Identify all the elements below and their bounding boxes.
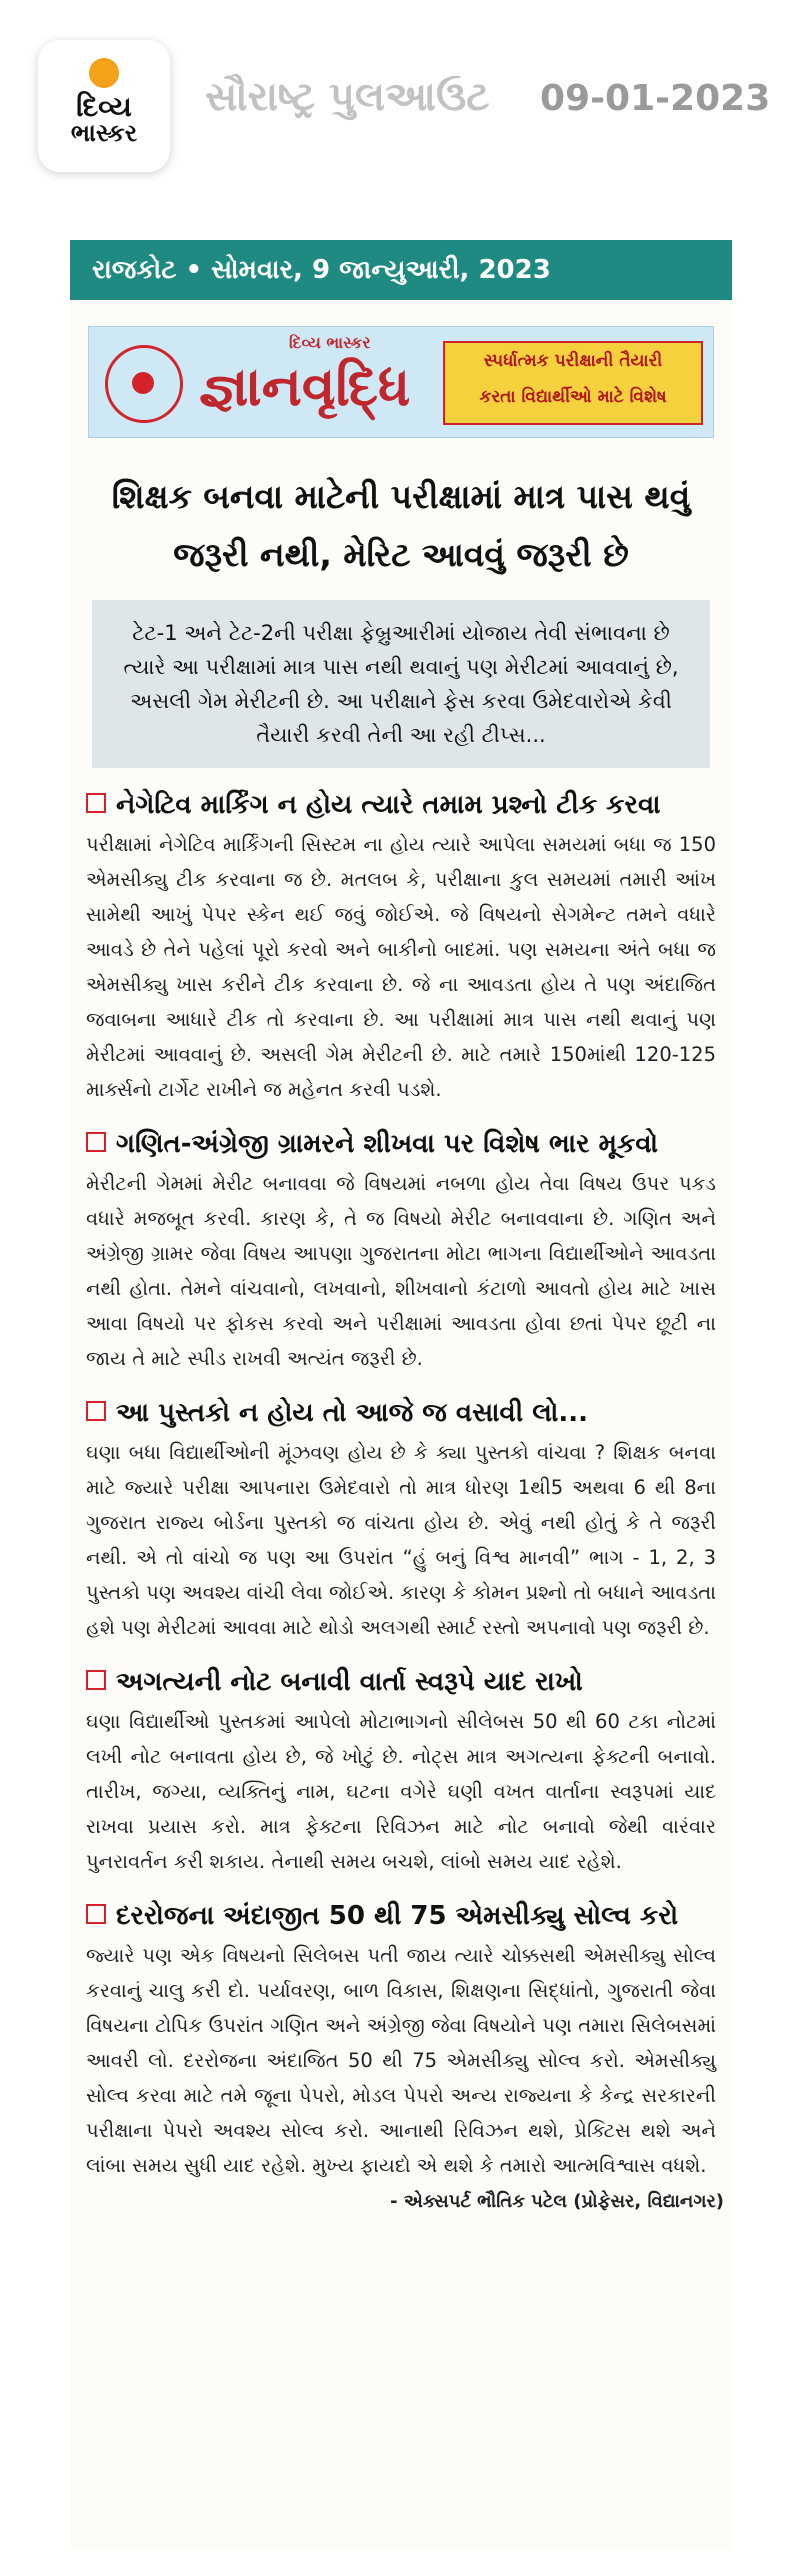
top-bar	[0, 0, 800, 190]
section-heading-text: આ પુસ્તકો ન હોય તો આજે જ વસાવી લો...	[116, 1398, 589, 1428]
article-intro: ટેટ-1 અને ટેટ-2ની પરીક્ષા ફેબ્રુઆરીમાં યોજાય તેવી સંભાવના છે ત્યારે આ પરીક્ષામાં માત્ર પાસ નથી થવાનું પણ મેરીટમાં આવવાનું છે, અસલી ગેમ મેરીટની છે. આ પરીક્ષાને ફેસ કરવા ઉમેદવારોએ કેવી તૈયારી કરવી તેની આ રહી ટીપ્સ...	[92, 600, 710, 768]
checkbox-square-icon	[86, 1904, 106, 1924]
article-section	[86, 1129, 716, 1376]
section-body: પરીક્ષામાં નેગેટિવ માર્કિંગની સિસ્ટમ ના હોય ત્યારે આપેલા સમયમાં બધા જ 150 એમસીક્યુ ટીક કરવાના જ છે. મતલબ કે, પરીક્ષાના કુલ સમયમાં તમારી આંખ સામેથી આખું પેપર સ્કેન થઈ જવું જોઈએ. જે વિષયનો સેગમેન્ટ તમને વધારે આવડે છે તેને પહેલાં પૂરો કરવો અને બાકીનો બાદમાં. પણ સમયના અંતે બધા જ એમસીક્યુ ખાસ કરીને ટીક કરવાના છે. જે ના આવડતા હોય તે પણ અંદાજિત જવાબના આધારે ટીક તો કરવાના છે. આ પરીક્ષામાં માત્ર પાસ નથી થવાનું પણ મેરીટમાં આવવાનું છે. અસલી ગેમ મેરીટની છે. માટે તમારે 150માંથી 120-125 માર્ક્સનો ટાર્ગેટ રાખીને જ મહેનત કરવી પડશે.	[86, 833, 716, 1101]
section-heading	[86, 1667, 716, 1698]
section-heading	[86, 790, 716, 821]
sun-icon	[89, 58, 119, 88]
author-byline: - એક્સપર્ટ ભૌતિક પટેલ (પ્રોફેસર, વિદ્યાનગર)	[390, 2191, 724, 2212]
section-heading-text: નેગેટિવ માર્કિંગ ન હોય ત્યારે તમામ પ્રશ્નો ટીક કરવા	[116, 790, 661, 820]
article-section	[86, 1901, 716, 2183]
banner-tag-line2: કરતા વિદ્યાર્થીઓ માટે વિશેષ	[479, 387, 667, 407]
banner-tag-line1: સ્પર્ધાત્મક પરીક્ષાની તૈયારી	[483, 351, 663, 371]
head-gear-icon	[105, 345, 183, 423]
column-banner	[88, 326, 714, 438]
article-headline: શિક્ષક બનવા માટેની પરીક્ષામાં માત્ર પાસ થવું જરૂરી નથી, મેરિટ આવવું જરૂરી છે	[111, 477, 691, 574]
section-body: ઘણા વિદ્યાર્થીઓ પુસ્તકમાં આપેલો મોટાભાગનો સીલેબસ 50 થી 60 ટકા નોટમાં લખી નોટ બનાવતા હોય છે, જે ખોટું છે. નોટ્સ માત્ર અગત્યના ફેક્ટની બનાવો. તારીખ, જગ્યા, વ્યક્તિનું નામ, ઘટના વગેરે ઘણી વખત વાર્તાના સ્વરૂપમાં યાદ રાખવા પ્રયાસ કરો. માત્ર ફેક્ટના રિવિઝન માટે નોટ બનાવો જેથી વારંવાર પુનરાવર્તન કરી શકાય. તેનાથી સમય બચશે, લાંબો સમય યાદ રહેશે.	[86, 1710, 716, 1873]
pullout-title: સૌરાષ્ટ્ર પુલઆઉટ	[205, 74, 490, 120]
section-heading	[86, 1129, 716, 1160]
banner-title: જ્ઞાનવૃદ્ધિ	[199, 355, 411, 418]
checkbox-square-icon	[86, 1670, 106, 1690]
dateline: રાજકોટ • સોમવાર, 9 જાન્યુઆરી, 2023	[70, 240, 732, 300]
article-section	[86, 1667, 716, 1879]
edition-date: 09-01-2023	[540, 78, 771, 119]
checkbox-square-icon	[86, 793, 106, 813]
section-body: મેરીટની ગેમમાં મેરીટ બનાવવા જે વિષયમાં નબળા હોય તેવા વિષય ઉપર પકડ વધારે મજબૂત કરવી. કારણ કે, તે જ વિષયો મેરીટ બનાવવાના છે. ગણિત અને અંગ્રેજી ગ્રામર જેવા વિષય આપણા ગુજરાતના મોટા ભાગના વિદ્યાર્થીઓને આવડતા નથી હોતા. તેમને વાંચવાનો, લખવાનો, શીખવાનો કંટાળો આવતો હોય માટે ખાસ આવા વિષયો પર ફોકસ કરવો અને પરીક્ષામાં આવડતા હોવા છતાં પેપર છૂટી ના જાય તે માટે સ્પીડ રાખવી અત્યંત જરૂરી છે.	[86, 1172, 716, 1370]
section-heading-text: દરરોજના અંદાજીત 50 થી 75 એમસીક્યુ સોલ્વ કરો	[116, 1901, 679, 1931]
section-heading-text: ગણિત-અંગ્રેજી ગ્રામરને શીખવા પર વિશેષ ભાર મૂકવો	[116, 1129, 659, 1159]
section-body: જ્યારે પણ એક વિષયનો સિલેબસ પતી જાય ત્યારે ચોક્કસથી એમસીક્યુ સોલ્વ કરવાનું ચાલુ કરી દો. પર્યાવરણ, બાળ વિકાસ, શિક્ષણના સિદ્ધાંતો, ગુજરાતી જેવા વિષયના ટોપિક ઉપરાંત ગણિત અને અંગ્રેજી જેવા વિષયોને પણ તમારા સિલેબસમાં આવરી લો. દરરોજના અંદાજિત 50 થી 75 એમસીક્યુ સોલ્વ કરો. એમસીક્યુ સોલ્વ કરવા માટે તમે જૂના પેપરો, મોડલ પેપરો અન્ય રાજ્યના કે કેન્દ્ર સરકારની પરીક્ષાના પેપરો અવશ્ય સોલ્વ કરો. આનાથી રિવિઝન થશે, પ્રેક્ટિસ થશે અને લાંબા સમય સુધી યાદ રહેશે. મુખ્ય ફાયદો એ થશે કે તમારો આત્મવિશ્વાસ વધશે.	[86, 1944, 716, 2177]
section-heading	[86, 1901, 716, 1932]
section-heading	[86, 1398, 716, 1429]
logo-text-line1: દિવ્ય	[76, 90, 132, 123]
divya-bhaskar-logo[interactable]	[38, 40, 170, 172]
checkbox-square-icon	[86, 1132, 106, 1152]
banner-tag	[443, 341, 703, 425]
logo-text-line2: ભાસ્કર	[70, 119, 138, 148]
banner-publisher: દિવ્ય ભાસ્કર	[289, 333, 371, 352]
section-heading-text: અગત્યની નોટ બનાવી વાર્તા સ્વરૂપે યાદ રાખો	[116, 1667, 583, 1697]
section-body: ઘણા બધા વિદ્યાર્થીઓની મૂંઝવણ હોય છે કે ક્યા પુસ્તકો વાંચવા ? શિક્ષક બનવા માટે જ્યારે પરીક્ષા આપનારા ઉમેદવારો તો માત્ર ધોરણ 1થી5 અથવા 6 થી 8ના ગુજરાત રાજ્ય બોર્ડના પુસ્તકો જ વાંચતા હોય છે. એવું નથી હોતું કે તે જરૂરી નથી. એ તો વાંચો જ પણ આ ઉપરાંત “હું બનું વિશ્વ માનવી” ભાગ - 1, 2, 3 પુસ્તકો પણ અવશ્ય વાંચી લેવા જોઈએ. કારણ કે કોમન પ્રશ્નો તો બધાને આવડતા હશે પણ મેરીટમાં આવવા માટે થોડો અલગથી સ્માર્ટ રસ્તો અપનાવો પણ જરૂરી છે.	[86, 1441, 716, 1639]
article-section	[86, 1398, 716, 1645]
article-section	[86, 790, 716, 1107]
checkbox-square-icon	[86, 1401, 106, 1421]
newspaper-clipping	[70, 240, 732, 2550]
